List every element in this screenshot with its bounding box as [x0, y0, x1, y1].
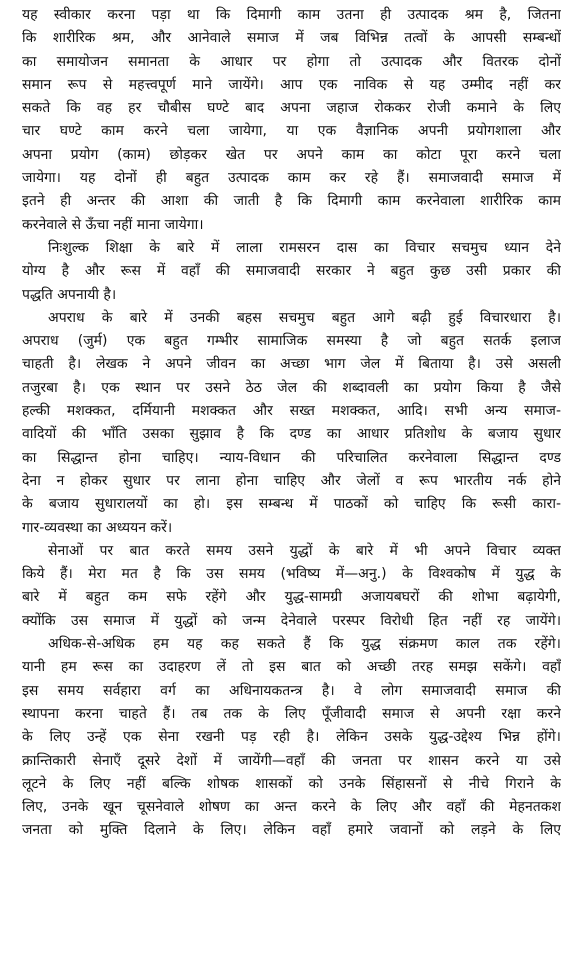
- text-line: चाहती है। लेखक ने अपने जीवन का अच्छा भाग जेल में बिताया है। उसे असली: [22, 356, 561, 373]
- text-line: के बजाय सुधारालयों का हो। इस सम्बन्ध में पाठकों को चाहिए कि रूसी कारा-: [22, 496, 561, 513]
- text-line: जायेगा। यह दोनों ही बहुत उत्पादक काम कर रहे हैं। समाजवादी समाज में: [22, 170, 561, 187]
- text-line: अपना प्रयोग (काम) छोड़कर खेत पर अपने काम का कोटा पूरा करने चला: [22, 146, 561, 163]
- text-line: सेनाओं पर बात करते समय उसने युद्धों के बारे में भी अपने विचार व्यक्त: [48, 542, 561, 559]
- text-line: लिए, उनके खून चूसनेवाले शोषण का अन्त करने के लिए और वहाँ की मेहनतकश: [22, 799, 561, 816]
- text-line: चार घण्टे काम करने चला जायेगा, या एक वैज्ञानिक अपनी प्रयोगशाला और: [22, 123, 561, 140]
- text-line: हल्की मशक्कत, दर्मियानी मशक्कत और सख्त मशक्कत, आदि। सभी अन्य समाज-: [22, 403, 561, 420]
- text-line: करनेवाले से ऊँचा नहीं माना जायेगा।: [22, 216, 204, 233]
- paragraph-4: [22, 540, 561, 633]
- text-line: वादियों की भाँति उसका सुझाव है कि दण्ड का आधार प्रतिशोध के बजाय सुधार: [22, 426, 561, 443]
- text-line: यह स्वीकार करना पड़ा था कि दिमागी काम उतना ही उत्पादक श्रम है, जितना: [22, 7, 561, 23]
- text-line: इतने ही अन्तर की आशा की जाती है कि दिमागी काम करनेवाला शारीरिक काम: [22, 193, 561, 210]
- text-line: समान रूप से महत्त्वपूर्ण माने जायेंगे। आप एक नाविक से यह उम्मीद नहीं कर: [22, 76, 561, 93]
- text-line: का समायोजन समानता के आधार पर होगा तो उत्पादक और वितरक दोनों: [22, 53, 561, 70]
- text-line: अपराध (जुर्म) एक बहुत गम्भीर सामाजिक समस्या है जो बहुत सतर्क इलाज: [22, 333, 561, 350]
- text-line: का सिद्धान्त होना चाहिए। न्याय-विधान की परिचालित करनेवाला सिद्धान्त दण्ड: [22, 449, 561, 466]
- paragraph-5: [22, 633, 561, 843]
- text-line: स्थापना करना चाहते हैं। तब तक के लिए पूँजीवादी समाज से अपनी रक्षा करने: [22, 705, 561, 722]
- text-line: कि शारीरिक श्रम, और आनेवाले समाज में जब विभिन्न तत्वों के आपसी सम्बन्धों: [22, 30, 561, 47]
- text-line: लूटने के लिए नहीं बल्कि शोषक शासकों को उनके सिंहासनों से नीचे गिराने के: [22, 775, 561, 792]
- text-line: देना न होकर सुधार पर लाना होना चाहिए और जेलों व रूप भारतीय नर्क होने: [22, 472, 561, 489]
- text-line: तजुरबा है। एक स्थान पर उसने ठेठ जेल की शब्दावली का प्रयोग किया है जैसे: [22, 379, 561, 396]
- text-line: यानी हम रूस का उदाहरण लें तो इस बात को अच्छी तरह समझ सकेंगे। वहाँ: [22, 659, 561, 676]
- paragraph-2: [22, 237, 561, 307]
- text-line: बारे में बहुत कम सफे रहेंगे और युद्ध-सामग्री अजायबघरों की शोभा बढ़ायेगी,: [22, 589, 561, 606]
- text-line: योग्य है और रूस में वहाँ की समाजवादी सरकार ने बहुत कुछ उसी प्रकार की: [22, 263, 561, 280]
- text-line: पद्धति अपनायी है।: [22, 286, 117, 303]
- text-line: किये हैं। मेरा मत है कि उस समय (भविष्य में—अनु.) के विश्वकोष में युद्ध के: [22, 566, 561, 583]
- text-line: इस समय सर्वहारा वर्ग का अधिनायकतन्त्र है। वे लोग समाजवादी समाज की: [22, 682, 561, 699]
- text-line: अधिक-से-अधिक हम यह कह सकते हैं कि युद्ध संक्रमण काल तक रहेंगे।: [48, 636, 561, 653]
- text-line: क्रान्तिकारी सेनाएँ दूसरे देशों में जायेंगी—वहाँ की जनता पर शासन करने या उसे: [22, 752, 561, 769]
- text-line: निःशुल्क शिक्षा के बारे में लाला रामसरन दास का विचार सचमुच ध्यान देने: [48, 239, 561, 256]
- text-line: के लिए उन्हें एक सेना रखनी पड़ रही है। लेकिन उसके युद्ध-उद्देश्य भिन्न होंगे।: [22, 729, 561, 746]
- text-line: क्योंकि उस समाज में युद्धों को जन्म देनेवाले परस्पर विरोधी हित नहीं रह जायेंगे।: [22, 612, 561, 629]
- paragraph-3: [22, 307, 561, 540]
- paragraph-1: [22, 4, 561, 237]
- text-line: गार-व्यवस्था का अध्ययन करें।: [22, 519, 173, 536]
- text-line: अपराध के बारे में उनकी बहस सचमुच बहुत आगे बढ़ी हुई विचारधारा है।: [48, 309, 561, 326]
- text-line: सकते कि वह हर चौबीस घण्टे बाद अपना जहाज रोककर रोजी कमाने के लिए: [22, 100, 561, 117]
- text-line: जनता को मुक्ति दिलाने के लिए। लेकिन वहाँ हमारे जवानों को लड़ने के लिए: [22, 822, 561, 839]
